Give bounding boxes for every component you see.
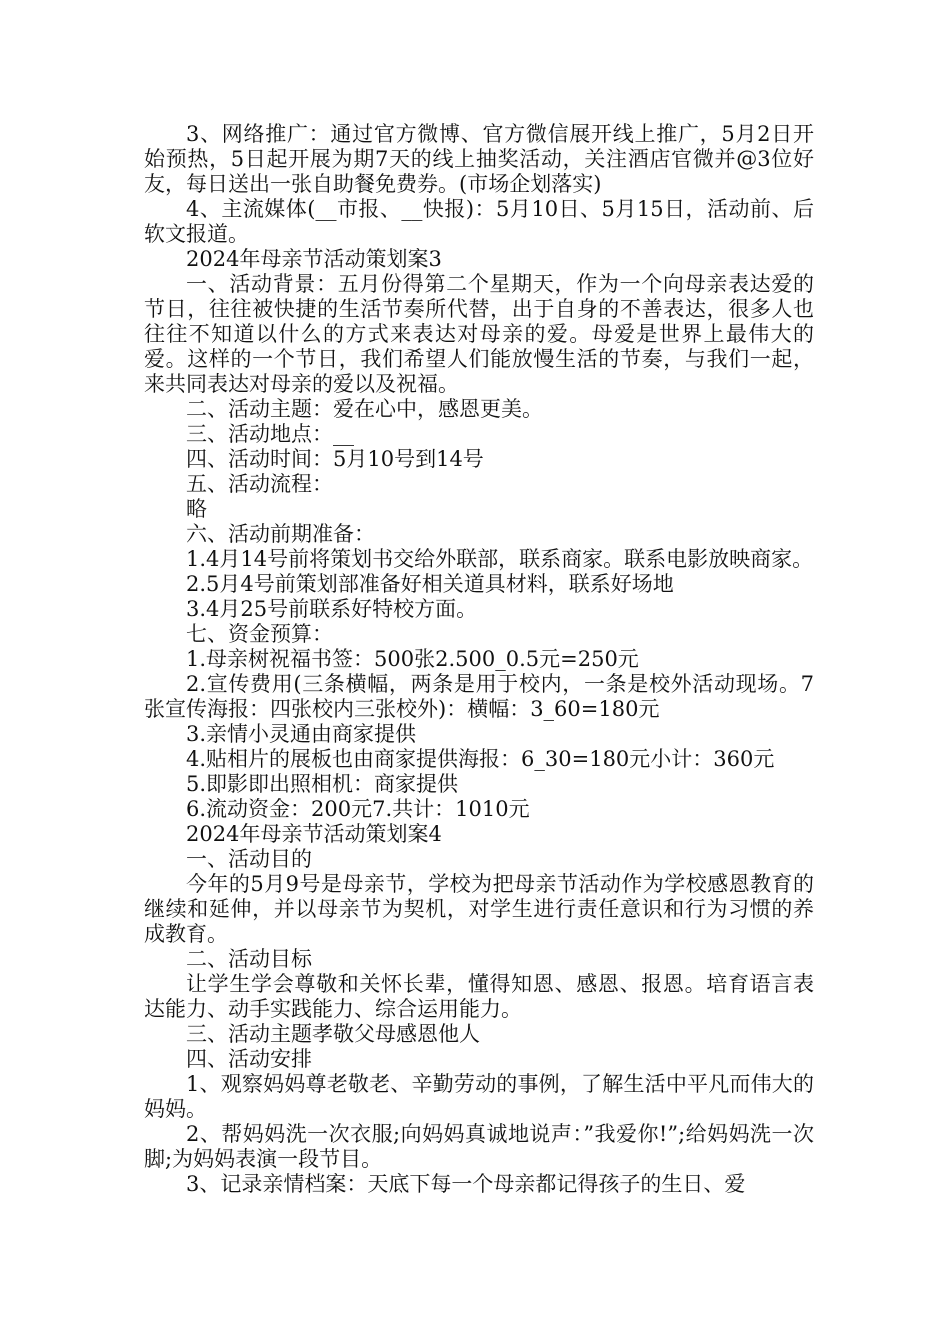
paragraph: 五、活动流程：: [186, 472, 333, 496]
paragraph: 3.4月25号前联系好特校方面。: [186, 597, 478, 621]
paragraph: 1.4月14号前将策划书交给外联部，联系商家。联系电影放映商家。: [186, 547, 814, 571]
paragraph: 3、记录亲情档案：天底下每一个母亲都记得孩子的生日、爱: [186, 1172, 746, 1196]
paragraph: 四、活动时间：5月10号到14号: [186, 447, 484, 471]
paragraph: 二、活动目标: [186, 947, 312, 971]
paragraph: 六、活动前期准备：: [186, 522, 375, 546]
paragraph: 一、活动背景：五月份得第二个星期天，作为一个向母亲表达爱的节日，往往被快捷的生活节奏所代替，出于自身的不善表达，很多人也往往不知道以什么的方式来表达对母亲的爱。母爱是世界上最伟大的爱。这样的一个节日，我们希望人们能放慢生活的节奏，与我们一起，来共同表达对母亲的爱以及祝福。: [144, 272, 814, 396]
paragraph: 略: [186, 497, 207, 521]
paragraph: 三、活动地点：__: [186, 422, 354, 446]
paragraph: 今年的5月9号是母亲节，学校为把母亲节活动作为学校感恩教育的继续和延伸，并以母亲节为契机，对学生进行责任意识和行为习惯的养成教育。: [144, 872, 814, 946]
document-page: [144, 122, 814, 1197]
paragraph: 3.亲情小灵通由商家提供: [186, 722, 417, 746]
paragraph: 5.即影即出照相机：商家提供: [186, 772, 459, 796]
paragraph: 6.流动资金：200元7.共计：1010元: [186, 797, 530, 821]
paragraph: 4.贴相片的展板也由商家提供海报：6_30=180元小计：360元: [186, 747, 775, 771]
paragraph: 4、主流媒体(__市报、__快报)：5月10日、5月15日，活动前、后软文报道。: [144, 197, 814, 246]
paragraph: 2.5月4号前策划部准备好相关道具材料，联系好场地: [186, 572, 674, 596]
paragraph: 四、活动安排: [186, 1047, 312, 1071]
paragraph: 1.母亲树祝福书签：500张2.500_0.5元=250元: [186, 647, 639, 671]
paragraph: 二、活动主题：爱在心中，感恩更美。: [186, 397, 543, 421]
paragraph: 2、帮妈妈洗一次衣服;向妈妈真诚地说声：”我爱你!”;给妈妈洗一次脚;为妈妈表演一段节目。: [144, 1122, 814, 1171]
paragraph: 三、活动主题孝敬父母感恩他人: [186, 1022, 480, 1046]
section-heading: 2024年母亲节活动策划案3: [186, 247, 442, 271]
paragraph: 1、观察妈妈尊老敬老、辛勤劳动的事例，了解生活中平凡而伟大的妈妈。: [144, 1072, 814, 1121]
paragraph: 一、活动目的: [186, 847, 312, 871]
paragraph: 让学生学会尊敬和关怀长辈，懂得知恩、感恩、报恩。培育语言表达能力、动手实践能力、综合运用能力。: [144, 972, 814, 1021]
paragraph: 七、资金预算：: [186, 622, 333, 646]
paragraph: 3、网络推广：通过官方微博、官方微信展开线上推广，5月2日开始预热，5日起开展为期7天的线上抽奖活动，关注酒店官微并@3位好友，每日送出一张自助餐免费券。(市场企划落实): [144, 122, 814, 196]
paragraph: 2.宣传费用(三条横幅，两条是用于校内，一条是校外活动现场。7张宣传海报：四张校内三张校外)：横幅：3_60=180元: [144, 672, 814, 721]
section-heading: 2024年母亲节活动策划案4: [186, 822, 442, 846]
